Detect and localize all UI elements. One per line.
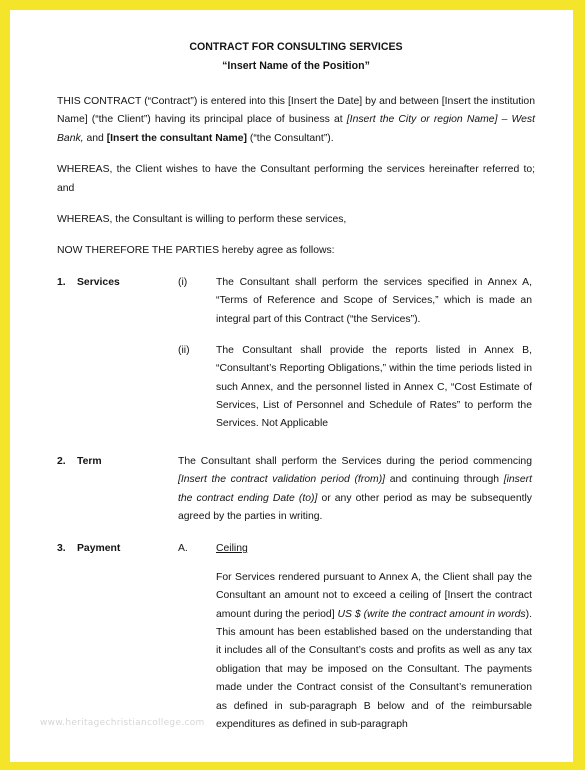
ceiling-heading: Ceiling xyxy=(216,542,248,554)
term-start-placeholder: [Insert the contract validation period (from)] xyxy=(178,474,386,486)
payment-text-part: For Services rendered pursuant to Annex A, the Client shall pay the Consultant an amount not to exceed a ceiling of [Insert the contract amount during the period] xyxy=(216,571,532,620)
subitem-number: (i) xyxy=(178,276,188,288)
term-end-placeholder: [insert the contract ending Date (to)] xyxy=(178,474,532,504)
section-number: 3. xyxy=(57,542,66,554)
document-page xyxy=(10,10,573,762)
currency-label: US $ xyxy=(337,608,361,620)
subitem-text: The Consultant shall perform the services specified in Annex A, “Terms of Reference and Scope of Services,” which is made an integral part of this Contract (“the Services”). xyxy=(216,276,532,325)
section-title: Services xyxy=(77,276,120,288)
section-number: 1. xyxy=(57,276,66,288)
intro-paragraph xyxy=(57,93,535,148)
payment-text xyxy=(216,569,532,735)
subitem-number: (ii) xyxy=(178,344,190,356)
term-text-part: or any other period as may be subsequently agreed by the parties in writing. xyxy=(178,492,532,523)
section-term xyxy=(57,453,535,540)
whereas-paragraph-2: WHEREAS, the Consultant is willing to perform these services, xyxy=(57,214,347,226)
section-title: Term xyxy=(77,455,102,467)
document-title: CONTRACT FOR CONSULTING SERVICES xyxy=(189,41,403,53)
intro-text: (“the Consultant”). xyxy=(247,132,334,144)
term-text xyxy=(178,453,532,527)
term-text-part: The Consultant shall perform the Services during the period commencing xyxy=(178,455,532,467)
whereas-paragraph-1: WHEREAS, the Client wishes to have the Consultant performing the services hereinafter referred to; and xyxy=(57,164,535,194)
subitem-number: A. xyxy=(178,542,188,554)
now-therefore-paragraph: NOW THEREFORE THE PARTIES hereby agree as follows: xyxy=(57,245,335,257)
term-text-part: and continuing through xyxy=(385,474,504,486)
watermark: www.heritagechristiancollege.com xyxy=(40,718,205,728)
section-payment xyxy=(57,540,535,740)
intro-city-placeholder: [Insert the City or region Name] – West Bank, xyxy=(57,114,536,144)
section-services xyxy=(57,274,535,453)
document-subtitle: “Insert Name of the Position” xyxy=(222,60,370,72)
section-title: Payment xyxy=(77,542,121,554)
amount-words-placeholder: (write the contract amount in words xyxy=(360,608,526,620)
intro-text: and xyxy=(83,132,107,144)
subitem-text: The Consultant shall provide the reports listed in Annex B, “Consultant’s Reporting Obligations,” within the time periods listed in such Annex, and the personnel listed in Annex C, “Cost Estimate of Services, List of Personnel and Schedule of Rates” to perform the Services. Not Applicable xyxy=(216,344,532,430)
payment-text-part: ). This amount has been established based on the understanding that it includes all of the Consultant’s costs and profits as well as any tax obligation that may be imposed on the Consultant. The payments made under the Contract consist of the Consultant’s remuneration as defined in sub-paragraph B below and of the reimbursable expenditures as defined in sub-paragraph xyxy=(216,608,532,731)
section-number: 2. xyxy=(57,455,66,467)
intro-text: THIS CONTRACT (“Contract”) is entered into this [Insert the Date] by and between [Insert the institution Name] (“the Client”) having its principal place of business at xyxy=(57,96,535,126)
document-body xyxy=(57,40,535,740)
intro-consultant-placeholder: [Insert the consultant Name] xyxy=(106,132,247,144)
